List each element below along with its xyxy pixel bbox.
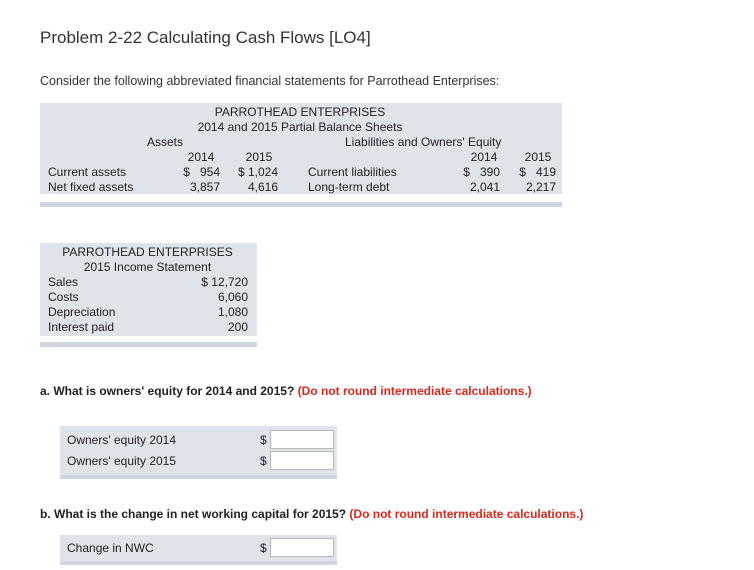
owners-equity-2014-input[interactable] [270, 430, 334, 449]
owners-equity-2015-input[interactable] [270, 451, 334, 470]
bs-liab-header: Liabilities and Owners' Equity [345, 135, 502, 149]
bs-company: PARROTHEAD ENTERPRISES [214, 105, 386, 119]
is-row-value: $ 12,720 [201, 275, 248, 289]
question-b-text: b. What is the change in net working capital for 2015? [40, 507, 347, 521]
bs-assets-year-2014: 2014 [187, 150, 215, 164]
currency-symbol: $ [260, 433, 267, 447]
question-b [40, 507, 583, 521]
bs-assets-year-2015: 2015 [245, 150, 273, 164]
bs-asset-2015: $ 1,024 [237, 165, 278, 179]
change-in-nwc-label: Change in NWC [67, 541, 154, 555]
is-company: PARROTHEAD ENTERPRISES [62, 245, 233, 259]
bs-subtitle: 2014 and 2015 Partial Balance Sheets [197, 120, 403, 134]
bs-liab-2015: 2,217 [525, 180, 556, 194]
bs-liab-year-2014: 2014 [470, 150, 498, 164]
bs-liab-2014: $ 390 [463, 165, 500, 179]
bs-liab-2015: $ 419 [519, 165, 556, 179]
bs-assets-header: Assets [147, 135, 184, 149]
is-row-label: Depreciation [48, 305, 116, 319]
question-a [40, 384, 532, 398]
bs-asset-label: Current assets [48, 165, 127, 179]
intro-text: Consider the following abbreviated financial statements for Parrothead Enterprises: [40, 74, 500, 88]
change-in-nwc-input[interactable] [270, 538, 334, 557]
is-row-value: 200 [227, 320, 248, 334]
bs-asset-2014: $ 954 [183, 165, 220, 179]
is-row-label: Interest paid [48, 320, 115, 334]
bs-asset-2015: 4,616 [247, 180, 278, 194]
question-a-note: (Do not round intermediate calculations.) [297, 384, 532, 398]
bs-liab-2014: 2,041 [469, 180, 500, 194]
currency-symbol: $ [260, 541, 267, 555]
owners-equity-2015-label: Owners' equity 2015 [67, 454, 177, 468]
bs-liab-label: Long-term debt [308, 180, 390, 194]
currency-symbol: $ [260, 454, 267, 468]
is-row-value: 1,080 [217, 305, 248, 319]
is-row-label: Sales [48, 275, 79, 289]
bs-asset-label: Net fixed assets [48, 180, 134, 194]
question-b-note: (Do not round intermediate calculations.) [349, 507, 584, 521]
question-a-text: a. What is owners' equity for 2014 and 2015? [40, 384, 295, 398]
is-row-value: 6,060 [217, 290, 248, 304]
bs-liab-label: Current liabilities [308, 165, 397, 179]
problem-title: Problem 2-22 Calculating Cash Flows [LO4] [40, 28, 371, 47]
bs-asset-2014: 3,857 [189, 180, 220, 194]
is-row-label: Costs [48, 290, 79, 304]
is-subtitle: 2015 Income Statement [83, 260, 212, 274]
owners-equity-2014-label: Owners' equity 2014 [67, 433, 177, 447]
bs-liab-year-2015: 2015 [524, 150, 552, 164]
